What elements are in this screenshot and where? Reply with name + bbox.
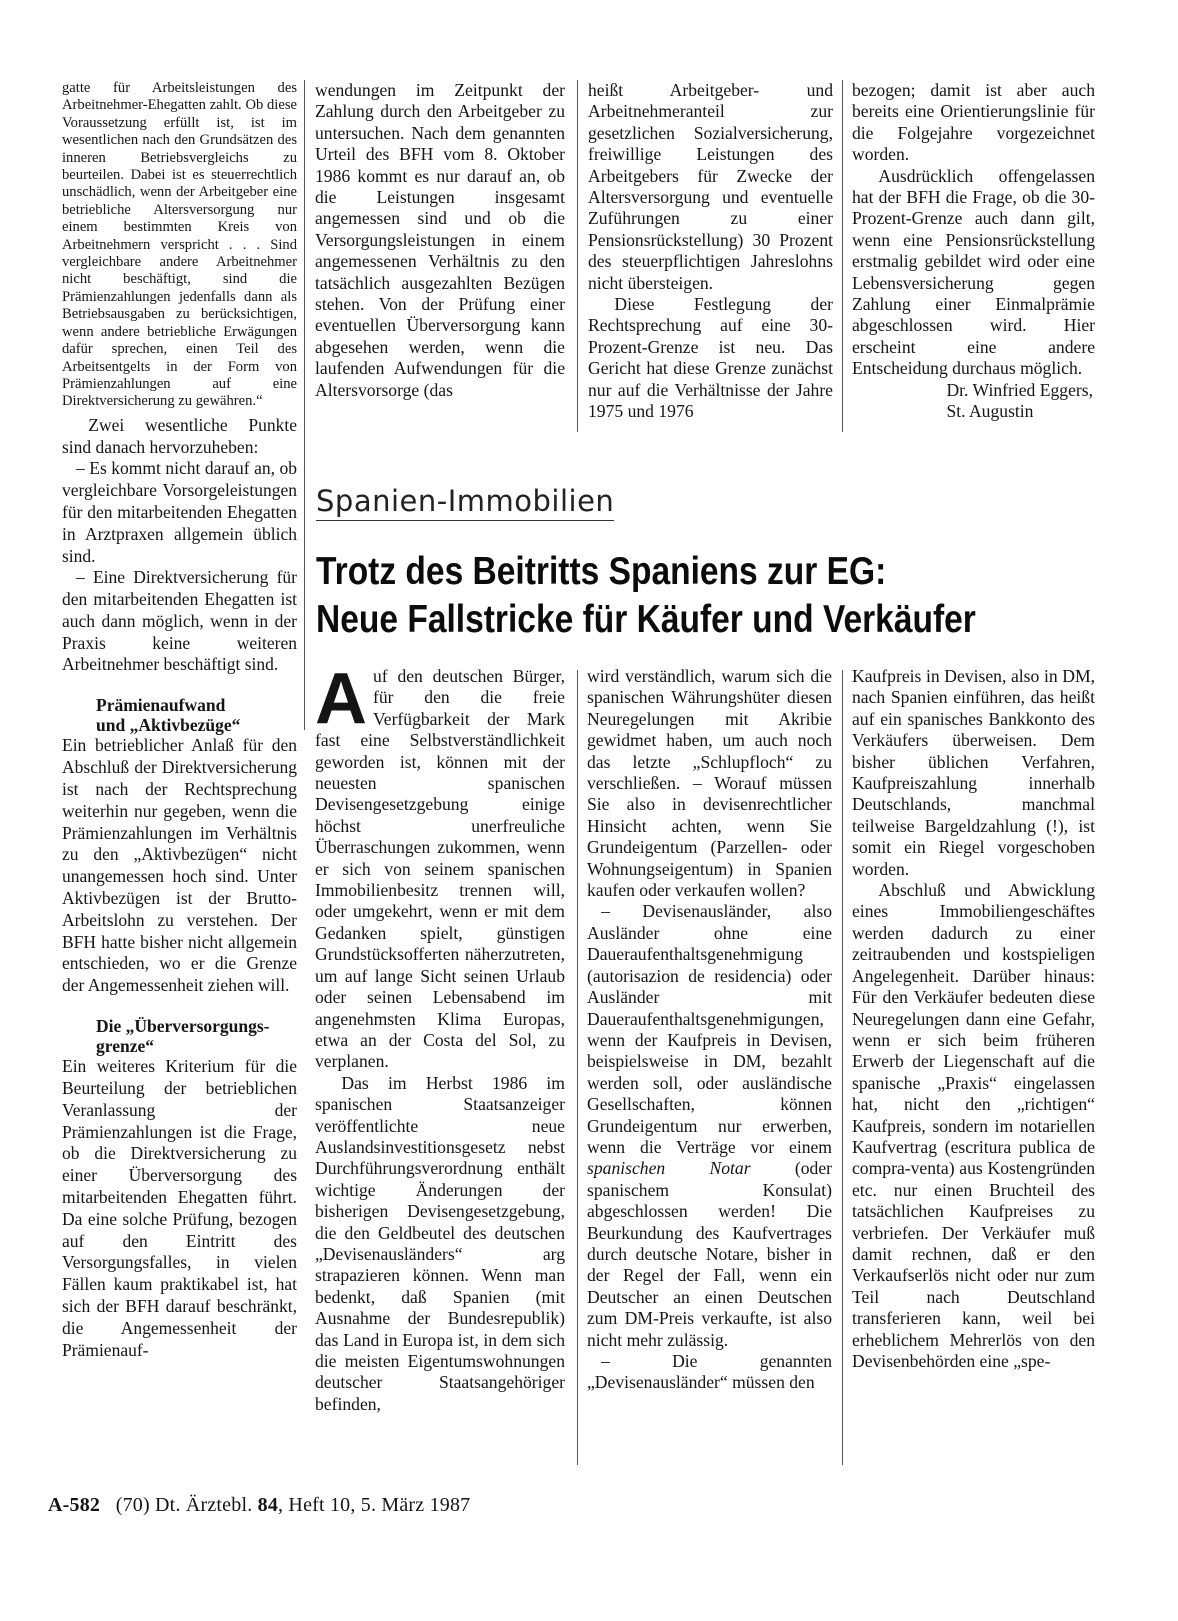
subheading-line: grenze“ <box>96 1035 154 1056</box>
paragraph-text: – Devisenausländer, also Ausländer ohne eine Daueraufenthaltsgenehmigung (autorisazion de residencia) oder Ausländer mit Daueraufenthaltsgenehmigungen, wenn der Kaufpreis in Devisen, beispielsweise in DM, bezahlt werden soll, oder ausländische Gesellschaften, können Grundeigentum nur erwerben, wenn die Verträge vor einem <box>587 901 832 1157</box>
article-column-3 <box>588 80 833 423</box>
paragraph-text: (oder spanischem Konsulat) abgeschlossen werden! Die Beurkundung des Kaufvertrages durch deutsche Notare, bisher in der Regel der Fall, wenn ein Deutscher an einen Deutschen zum DM-Preis verkaufte, ist also nicht mehr zulässig. <box>587 1158 832 1350</box>
headline-line: Neue Fallstricke für Käufer und Verkäufer <box>316 598 976 641</box>
article-column-1 <box>62 80 297 1361</box>
drop-cap: A <box>315 659 367 739</box>
paragraph: Kaufpreis in Devisen, also in DM, nach Spanien einführen, das heißt auf ein spanisches Bankkonto des Verkäufers überweisen. Dem bisher üblichen Verfahren, Kaufpreiszahlung innerhalb Deutschlands, manchmal teilweise Bargeldzahlung (!), ist somit ein Riegel vorgeschoben worden. <box>852 666 1095 879</box>
article-column-a3 <box>852 666 1095 1372</box>
author-signature <box>852 380 1095 423</box>
paragraph: Ausdrücklich offengelassen hat der BFH die Frage, ob die 30-Prozent-Grenze auch dann gilt, wenn eine Pensionsrückstellung erstmalig gebildet wird oder eine Lebensversicherung gegen Zahlung einer Einmalprämie abgeschlossen wird. Hier erscheint eine andere Entscheidung durchaus möglich. <box>852 165 1095 379</box>
paragraph: Zwei wesentliche Punkte sind danach hervorzuheben: <box>62 414 297 457</box>
column-rule <box>577 670 578 1465</box>
paragraph <box>587 901 832 1351</box>
section-kicker: Spanien-Immobilien <box>316 484 614 521</box>
paragraph: Ein betrieblicher Anlaß für den Abschluß der Direktversicherung ist nach der Rechtsprechung weiterhin nur gegeben, wenn die Prämienzahlungen im Verhältnis zu den „Aktivbezügen“ nicht unangemessen hoch sind. Unter Aktivbezügen ist der Brutto-Arbeitslohn zu verstehen. Der BFH hatte bisher nicht allgemein entschieden, wo er die Grenze der Angemessenheit ziehen will. <box>62 735 297 996</box>
journal-name: (70) Dt. Ärztebl. <box>115 1494 253 1516</box>
subheading-line: und „Aktivbezüge“ <box>96 714 241 735</box>
column-rule <box>304 80 305 730</box>
paragraph: Ein weiteres Kriterium für die Beurteilung der betrieblichen Veranlassung der Prämienzahlungen ist die Frage, ob die Direktversicherung zu einer Überversorgung des mitarbeitenden Ehegatten führt. Da eine solche Prüfung, bezogen auf den Eintritt des Versorgungsfalles, in vielen Fällen kaum praktikabel ist, hat sich der BFH darauf beschränkt, die Angemessenheit der Prämienauf- <box>62 1056 297 1360</box>
author-place: St. Augustin <box>946 401 1034 422</box>
italic-text: spanischen Notar <box>587 1158 751 1179</box>
paragraph: Das im Herbst 1986 im spanischen Staatsanzeiger veröffentlichte neue Auslandsinvestitionsgesetz nebst Durchführungsverordnung enthält wichtige Änderungen der bisherigen Devisengesetzgebung, die den Geldbeutel des deutschen „Devisenausländers“ arg strapazieren können. Wenn man bedenkt, daß Spanien (mit Ausnahme der Bundesrepublik) das Land in Europa ist, in dem sich die meisten Eigentumswohnungen deutscher Staatsangehöriger befinden, <box>315 1072 565 1414</box>
paragraph: – Eine Direktversicherung für den mitarbeitenden Ehegatten ist auch dann möglich, wenn in der Praxis keine weiteren Arbeitnehmer beschäftigt sind. <box>62 567 297 675</box>
page-footer <box>48 1494 470 1517</box>
journal-volume: 84 <box>257 1494 279 1516</box>
paragraph: wird verständlich, warum sich die spanischen Währungshüter diesen Neuregelungen mit Akribie gewidmet haben, um auch noch das letzte „Schlupfloch“ zu verschließen. – Worauf müssen Sie also in devisenrechtlicher Hinsicht achten, wenn Sie Grundeigentum (Parzellen- oder Wohnungseigentum) in Spanien kaufen oder verkaufen wollen? <box>587 666 832 901</box>
subheading-line: Die „Überversorgungs- <box>96 1016 270 1037</box>
paragraph <box>315 659 565 1073</box>
headline <box>316 548 1004 644</box>
column-rule <box>577 80 578 432</box>
column-rule <box>842 80 843 432</box>
column-rule <box>842 670 843 1465</box>
subheading <box>96 1017 297 1056</box>
article-column-4 <box>852 80 1095 423</box>
paragraph: – Es kommt nicht darauf an, ob vergleichbare Vorsorgeleistungen für den mitarbeitenden Ehegatten in Arztpraxen allgemein üblich sind. <box>62 458 297 566</box>
paragraph: – Die genannten „Devisenausländer“ müssen den <box>587 1351 832 1393</box>
article-column-2 <box>315 80 565 401</box>
subheading-line: Prämienaufwand <box>96 695 226 716</box>
issue-info: , Heft 10, 5. März 1987 <box>278 1494 471 1516</box>
paragraph: wendungen im Zeitpunkt der Zahlung durch den Arbeitgeber zu untersuchen. Nach dem genannten Urteil des BFH vom 8. Oktober 1986 kommt es nur darauf an, ob die Leistungen insgesamt angemessen sind und ob die Versorgungsleistungen in einem angemessenen Verhältnis zu den tatsächlich ausgezahlten Bezügen stehen. Von der Prüfung einer eventuellen Überversorgung kann abgesehen werden, wenn die laufenden Aufwendungen für die Altersvorsorge (das <box>315 80 565 400</box>
article-column-a2 <box>587 666 832 1394</box>
author-name: Dr. Winfried Eggers, <box>946 379 1093 400</box>
subheading <box>96 696 297 735</box>
paragraph: Diese Festlegung der Rechtsprechung auf eine 30-Prozent-Grenze ist neu. Das Gericht hat diese Grenze zunächst nur auf die Verhältnisse der Jahre 1975 und 1976 <box>588 294 833 422</box>
paragraph: gatte für Arbeitsleistungen des Arbeitnehmer-Ehegatten zahlt. Ob diese Voraussetzung erfüllt ist, ist im wesentlichen nach den Grundsätzen des inneren Betriebsvergleichs zu beurteilen. Dabei ist es steuerrechtlich unschädlich, wenn der Arbeitgeber eine betriebliche Altersversorgung nur einem bestimmten Kreis von Arbeitnehmern verspricht . . . Sind vergleichbare andere Arbeitnehmer nicht beschäftigt, sind die Prämienzahlungen jedenfalls dann als Betriebsausgaben zu berücksichtigen, wenn andere betriebliche Erwägungen dafür sprechen, einen Teil des Arbeitsentgelts in der Form von Prämienzahlungen auf eine Direktversicherung zu gewähren.“ <box>62 80 297 410</box>
page-number: A-582 <box>48 1494 101 1516</box>
paragraph: heißt Arbeitgeber- und Arbeitnehmeranteil zur gesetzlichen Sozialversicherung, freiwillige Leistungen des Arbeitgebers für Zwecke der Altersversorgung und eventuelle Zuführungen zu einer Pensionsrückstellung) 30 Prozent des steuerpflichtigen Jahreslohns nicht übersteigen. <box>588 80 833 293</box>
paragraph: bezogen; damit ist aber auch bereits eine Orientierungslinie für die Folgejahre vorgezeichnet worden. <box>852 80 1095 165</box>
paragraph-text: uf den deutschen Bürger, für den die freie Verfügbarkeit der Mark fast eine Selbstverständlichkeit geworden ist, können mit der neuesten spanischen Devisengesetzgebung einige höchst unerfreuliche Überraschungen zukommen, wenn er sich von seinem spanischen Immobilienbesitz trennen will, oder umgekehrt, wenn er mit dem Gedanken spielt, günstigen Grundstücksofferten näherzutreten, um auf lange Sicht seinen Urlaub oder seinen Lebensabend im angenehmsten Klima Europas, etwa an der Costa del Sol, zu verplanen. <box>315 666 565 1072</box>
headline-line: Trotz des Beitritts Spaniens zur EG: <box>316 550 887 593</box>
article-column-a1 <box>315 659 565 1415</box>
paragraph: Abschluß und Abwicklung eines Immobiliengeschäftes werden dadurch zu einer zeitraubenden und kostspieligen Angelegenheit. Darüber hinaus: Für den Verkäufer bedeuten diese Neuregelungen dann eine Gefahr, wenn er sich beim früheren Erwerb der Liegenschaft auf die spanische „Praxis“ eingelassen hat, nicht den „richtigen“ Kaufpreis, sondern im notariellen Kaufvertrag (escritura publica de compra-venta) aus Kostengründen etc. nur einen Bruchteil des tatsächlichen Kaufpreises zu verbriefen. Der Verkäufer muß damit rechnen, daß er den Verkaufserlös nicht oder nur zum Teil nach Deutschland transferieren kann, weil bei erheblichem Mehrerlös von den Devisenbehörden eine „spe- <box>852 880 1095 1371</box>
